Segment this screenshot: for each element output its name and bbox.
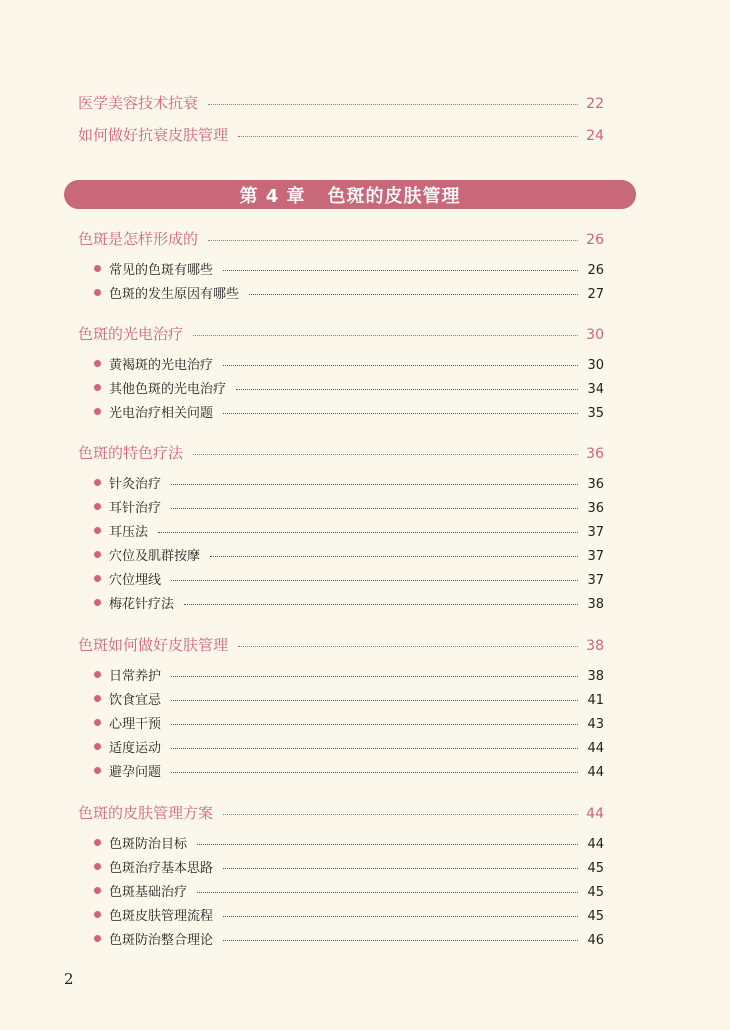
toc-item-row[interactable] bbox=[94, 833, 604, 853]
toc-item-row[interactable] bbox=[94, 905, 604, 925]
dot-leader bbox=[197, 844, 578, 845]
page-number: 38 bbox=[587, 597, 604, 612]
item-title: 针灸治疗 bbox=[109, 477, 162, 492]
dot-leader bbox=[223, 814, 578, 815]
bullet-icon bbox=[94, 360, 101, 367]
item-title: 色斑的发生原因有哪些 bbox=[109, 287, 240, 302]
chapter-title: 色斑的皮肤管理 bbox=[327, 185, 461, 207]
bullet-icon bbox=[94, 599, 101, 606]
item-title: 穴位埋线 bbox=[109, 573, 162, 588]
dot-leader bbox=[184, 604, 578, 605]
dot-leader bbox=[171, 676, 578, 677]
dot-leader bbox=[197, 892, 578, 893]
chapter-label: 第 4 章 bbox=[239, 185, 306, 207]
page-number: 41 bbox=[587, 693, 604, 708]
toc-item-row[interactable] bbox=[94, 402, 604, 422]
page-number: 45 bbox=[587, 861, 604, 876]
toc-item-row[interactable] bbox=[94, 259, 604, 279]
bullet-icon bbox=[94, 408, 101, 415]
toc-section-row[interactable] bbox=[78, 92, 604, 114]
page-number: 37 bbox=[587, 549, 604, 564]
page-number: 30 bbox=[586, 327, 604, 343]
bullet-icon bbox=[94, 551, 101, 558]
item-title: 黄褐斑的光电治疗 bbox=[109, 358, 214, 373]
toc-item-row[interactable] bbox=[94, 283, 604, 303]
page-number: 38 bbox=[586, 638, 604, 654]
item-title: 色斑治疗基本思路 bbox=[109, 861, 214, 876]
bullet-icon bbox=[94, 671, 101, 678]
page-number: 26 bbox=[587, 263, 604, 278]
bullet-icon bbox=[94, 767, 101, 774]
dot-leader bbox=[223, 413, 578, 414]
toc-section-row[interactable] bbox=[78, 228, 604, 250]
bullet-icon bbox=[94, 479, 101, 486]
dot-leader bbox=[171, 772, 578, 773]
dot-leader bbox=[171, 700, 578, 701]
page-number: 27 bbox=[587, 287, 604, 302]
toc-item-row[interactable] bbox=[94, 929, 604, 949]
toc-item-row[interactable] bbox=[94, 737, 604, 757]
item-title: 其他色斑的光电治疗 bbox=[109, 382, 227, 397]
dot-leader bbox=[238, 646, 578, 647]
toc-item-row[interactable] bbox=[94, 569, 604, 589]
toc-section-row[interactable] bbox=[78, 124, 604, 146]
dot-leader bbox=[158, 532, 578, 533]
toc-item-row[interactable] bbox=[94, 593, 604, 613]
page-number: 36 bbox=[586, 446, 604, 462]
toc-item-row[interactable] bbox=[94, 497, 604, 517]
item-title: 日常养护 bbox=[109, 669, 162, 684]
page-number: 44 bbox=[587, 765, 604, 780]
item-title: 穴位及肌群按摩 bbox=[109, 549, 201, 564]
item-title: 光电治疗相关问题 bbox=[109, 406, 214, 421]
dot-leader bbox=[223, 916, 578, 917]
item-title: 色斑防治整合理论 bbox=[109, 933, 214, 948]
page-number: 43 bbox=[587, 717, 604, 732]
page-number: 34 bbox=[587, 382, 604, 397]
bullet-icon bbox=[94, 527, 101, 534]
dot-leader bbox=[171, 748, 578, 749]
page-number: 36 bbox=[587, 501, 604, 516]
toc-item-row[interactable] bbox=[94, 665, 604, 685]
item-title: 心理干预 bbox=[109, 717, 162, 732]
dot-leader bbox=[223, 868, 578, 869]
dot-leader bbox=[171, 484, 578, 485]
toc-item-row[interactable] bbox=[94, 761, 604, 781]
dot-leader bbox=[208, 104, 578, 105]
page-number: 45 bbox=[587, 885, 604, 900]
dot-leader bbox=[223, 940, 578, 941]
bullet-icon bbox=[94, 839, 101, 846]
dot-leader bbox=[210, 556, 578, 557]
toc-item-row[interactable] bbox=[94, 378, 604, 398]
item-title: 避孕问题 bbox=[109, 765, 162, 780]
toc-section-row[interactable] bbox=[78, 802, 604, 824]
bullet-icon bbox=[94, 743, 101, 750]
bullet-icon bbox=[94, 575, 101, 582]
section-title: 色斑是怎样形成的 bbox=[78, 230, 199, 248]
item-title: 色斑基础治疗 bbox=[109, 885, 188, 900]
page-number: 45 bbox=[587, 909, 604, 924]
page-number: 44 bbox=[587, 837, 604, 852]
bullet-icon bbox=[94, 265, 101, 272]
section-title: 如何做好抗衰皮肤管理 bbox=[78, 126, 229, 144]
page-number: 37 bbox=[587, 525, 604, 540]
page-number: 30 bbox=[587, 358, 604, 373]
section-title: 色斑如何做好皮肤管理 bbox=[78, 636, 229, 654]
dot-leader bbox=[171, 508, 578, 509]
toc-item-row[interactable] bbox=[94, 545, 604, 565]
section-title: 色斑的光电治疗 bbox=[78, 325, 184, 343]
bullet-icon bbox=[94, 887, 101, 894]
toc-item-row[interactable] bbox=[94, 713, 604, 733]
item-title: 色斑皮肤管理流程 bbox=[109, 909, 214, 924]
item-title: 饮食宜忌 bbox=[109, 693, 162, 708]
bullet-icon bbox=[94, 695, 101, 702]
item-title: 耳压法 bbox=[109, 525, 149, 540]
toc-item-row[interactable] bbox=[94, 689, 604, 709]
item-title: 梅花针疗法 bbox=[109, 597, 175, 612]
dot-leader bbox=[171, 580, 578, 581]
dot-leader bbox=[223, 270, 578, 271]
page-number: 38 bbox=[587, 669, 604, 684]
page-number: 26 bbox=[586, 232, 604, 248]
dot-leader bbox=[238, 136, 578, 137]
dot-leader bbox=[193, 454, 578, 455]
item-title: 色斑防治目标 bbox=[109, 837, 188, 852]
page-number: 22 bbox=[586, 96, 604, 112]
toc-item-row[interactable] bbox=[94, 521, 604, 541]
bullet-icon bbox=[94, 935, 101, 942]
page-number: 37 bbox=[587, 573, 604, 588]
toc-item-row[interactable] bbox=[94, 473, 604, 493]
section-title: 色斑的皮肤管理方案 bbox=[78, 804, 214, 822]
page-number: 44 bbox=[587, 741, 604, 756]
toc-section-row[interactable] bbox=[78, 323, 604, 345]
page-number: 35 bbox=[587, 406, 604, 421]
item-title: 耳针治疗 bbox=[109, 501, 162, 516]
page-folio: 2 bbox=[64, 970, 74, 988]
dot-leader bbox=[171, 724, 578, 725]
dot-leader bbox=[236, 389, 578, 390]
bullet-icon bbox=[94, 289, 101, 296]
bullet-icon bbox=[94, 911, 101, 918]
bullet-icon bbox=[94, 503, 101, 510]
page-number: 46 bbox=[587, 933, 604, 948]
page-number: 24 bbox=[586, 128, 604, 144]
dot-leader bbox=[249, 294, 578, 295]
toc-section-row[interactable] bbox=[78, 634, 604, 656]
chapter-banner bbox=[64, 180, 636, 209]
toc-item-row[interactable] bbox=[94, 354, 604, 374]
item-title: 适度运动 bbox=[109, 741, 162, 756]
toc-item-row[interactable] bbox=[94, 881, 604, 901]
toc-section-row[interactable] bbox=[78, 442, 604, 464]
item-title: 常见的色斑有哪些 bbox=[109, 263, 214, 278]
dot-leader bbox=[208, 240, 578, 241]
bullet-icon bbox=[94, 719, 101, 726]
page-number: 44 bbox=[586, 806, 604, 822]
section-title: 医学美容技术抗衰 bbox=[78, 94, 199, 112]
section-title: 色斑的特色疗法 bbox=[78, 444, 184, 462]
toc-item-row[interactable] bbox=[94, 857, 604, 877]
bullet-icon bbox=[94, 863, 101, 870]
dot-leader bbox=[193, 335, 578, 336]
page-number: 36 bbox=[587, 477, 604, 492]
dot-leader bbox=[223, 365, 578, 366]
bullet-icon bbox=[94, 384, 101, 391]
